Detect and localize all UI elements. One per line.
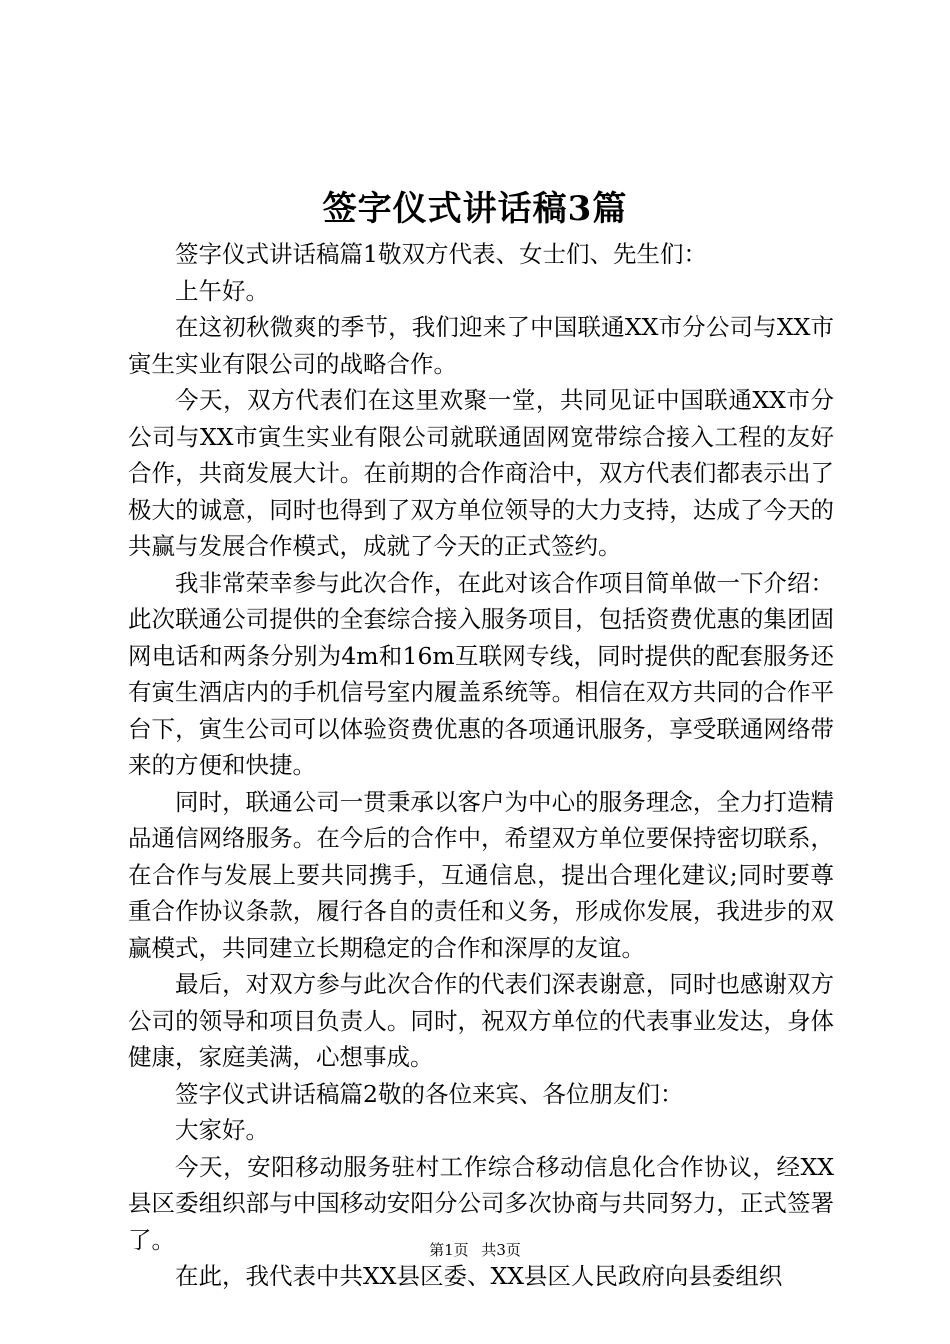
paragraph-project-intro: 我非常荣幸参与此次合作，在此对该合作项目简单做一下介绍：此次联通公司提供的全套综合接入服务项目，包括资费优惠的集团固网电话和两条分别为4m和16m互联网专线，同时提供的配套服务还有寅生酒店内的手机信号室内履盖系统等。相信在双方共同的合作平台下，寅生公司可以体验资费优惠的各项通讯服务，享受联通网络带来的方便和快捷。 [128,568,834,779]
paragraph-thanks: 最后，对双方参与此次合作的代表们深表谢意，同时也感谢双方公司的领导和项目负责人。同时，祝双方单位的代表事业发达，身体健康，家庭美满，心想事成。 [128,970,834,1071]
paragraph-intro: 在这初秋微爽的季节，我们迎来了中国联通XX市分公司与XX市寅生实业有限公司的战略合作。 [128,313,834,378]
document-title: 签字仪式讲话稿3篇 [322,189,628,229]
paragraph-good-morning: 上午好。 [175,276,269,305]
document-body [128,236,834,1295]
paragraph-hello-everyone: 大家好。 [175,1116,269,1144]
page-total: 共3页 [481,1241,521,1259]
paragraph-today: 今天，双方代表们在这里欢聚一堂，共同见证中国联通XX市分公司与XX市寅生实业有限公司就联通固网宽带综合接入工程的友好合作，共商发展大计。在前期的合作商洽中，双方代表们都表示出了极大的诚意，同时也得到了双方单位领导的大力支持，达成了今天的共赢与发展合作模式，成就了今天的正式签约。 [128,386,834,560]
paragraph-service-idea: 同时，联通公司一贯秉承以客户为中心的服务理念，全力打造精品通信网络服务。在今后的合作中，希望双方单位要保持密切联系，在合作与发展上要共同携手，互通信息，提出合理化建议;同时要尊重合作协议条款，履行各自的责任和义务，形成你发展，我进步的双赢模式，共同建立长期稳定的合作和深厚的友谊。 [128,787,834,962]
paragraph-agreement-signed: 今天，安阳移动服务驻村工作综合移动信息化合作协议，经XX县区委组织部与中国移动安阳分公司多次协商与共同努力，正式签署了。 [128,1152,834,1254]
paragraph-speech1-greeting: 签字仪式讲话稿篇1敬双方代表、女士们、先生们： [175,240,707,268]
page-number: 第1页 [429,1241,469,1259]
paragraph-on-behalf: 在此，我代表中共XX县区委、XX县区人民政府向县委组织 [175,1262,783,1290]
page-footer [0,1240,950,1260]
paragraph-speech2-greeting: 签字仪式讲话稿篇2敬的各位来宾、各位朋友们： [175,1079,684,1108]
